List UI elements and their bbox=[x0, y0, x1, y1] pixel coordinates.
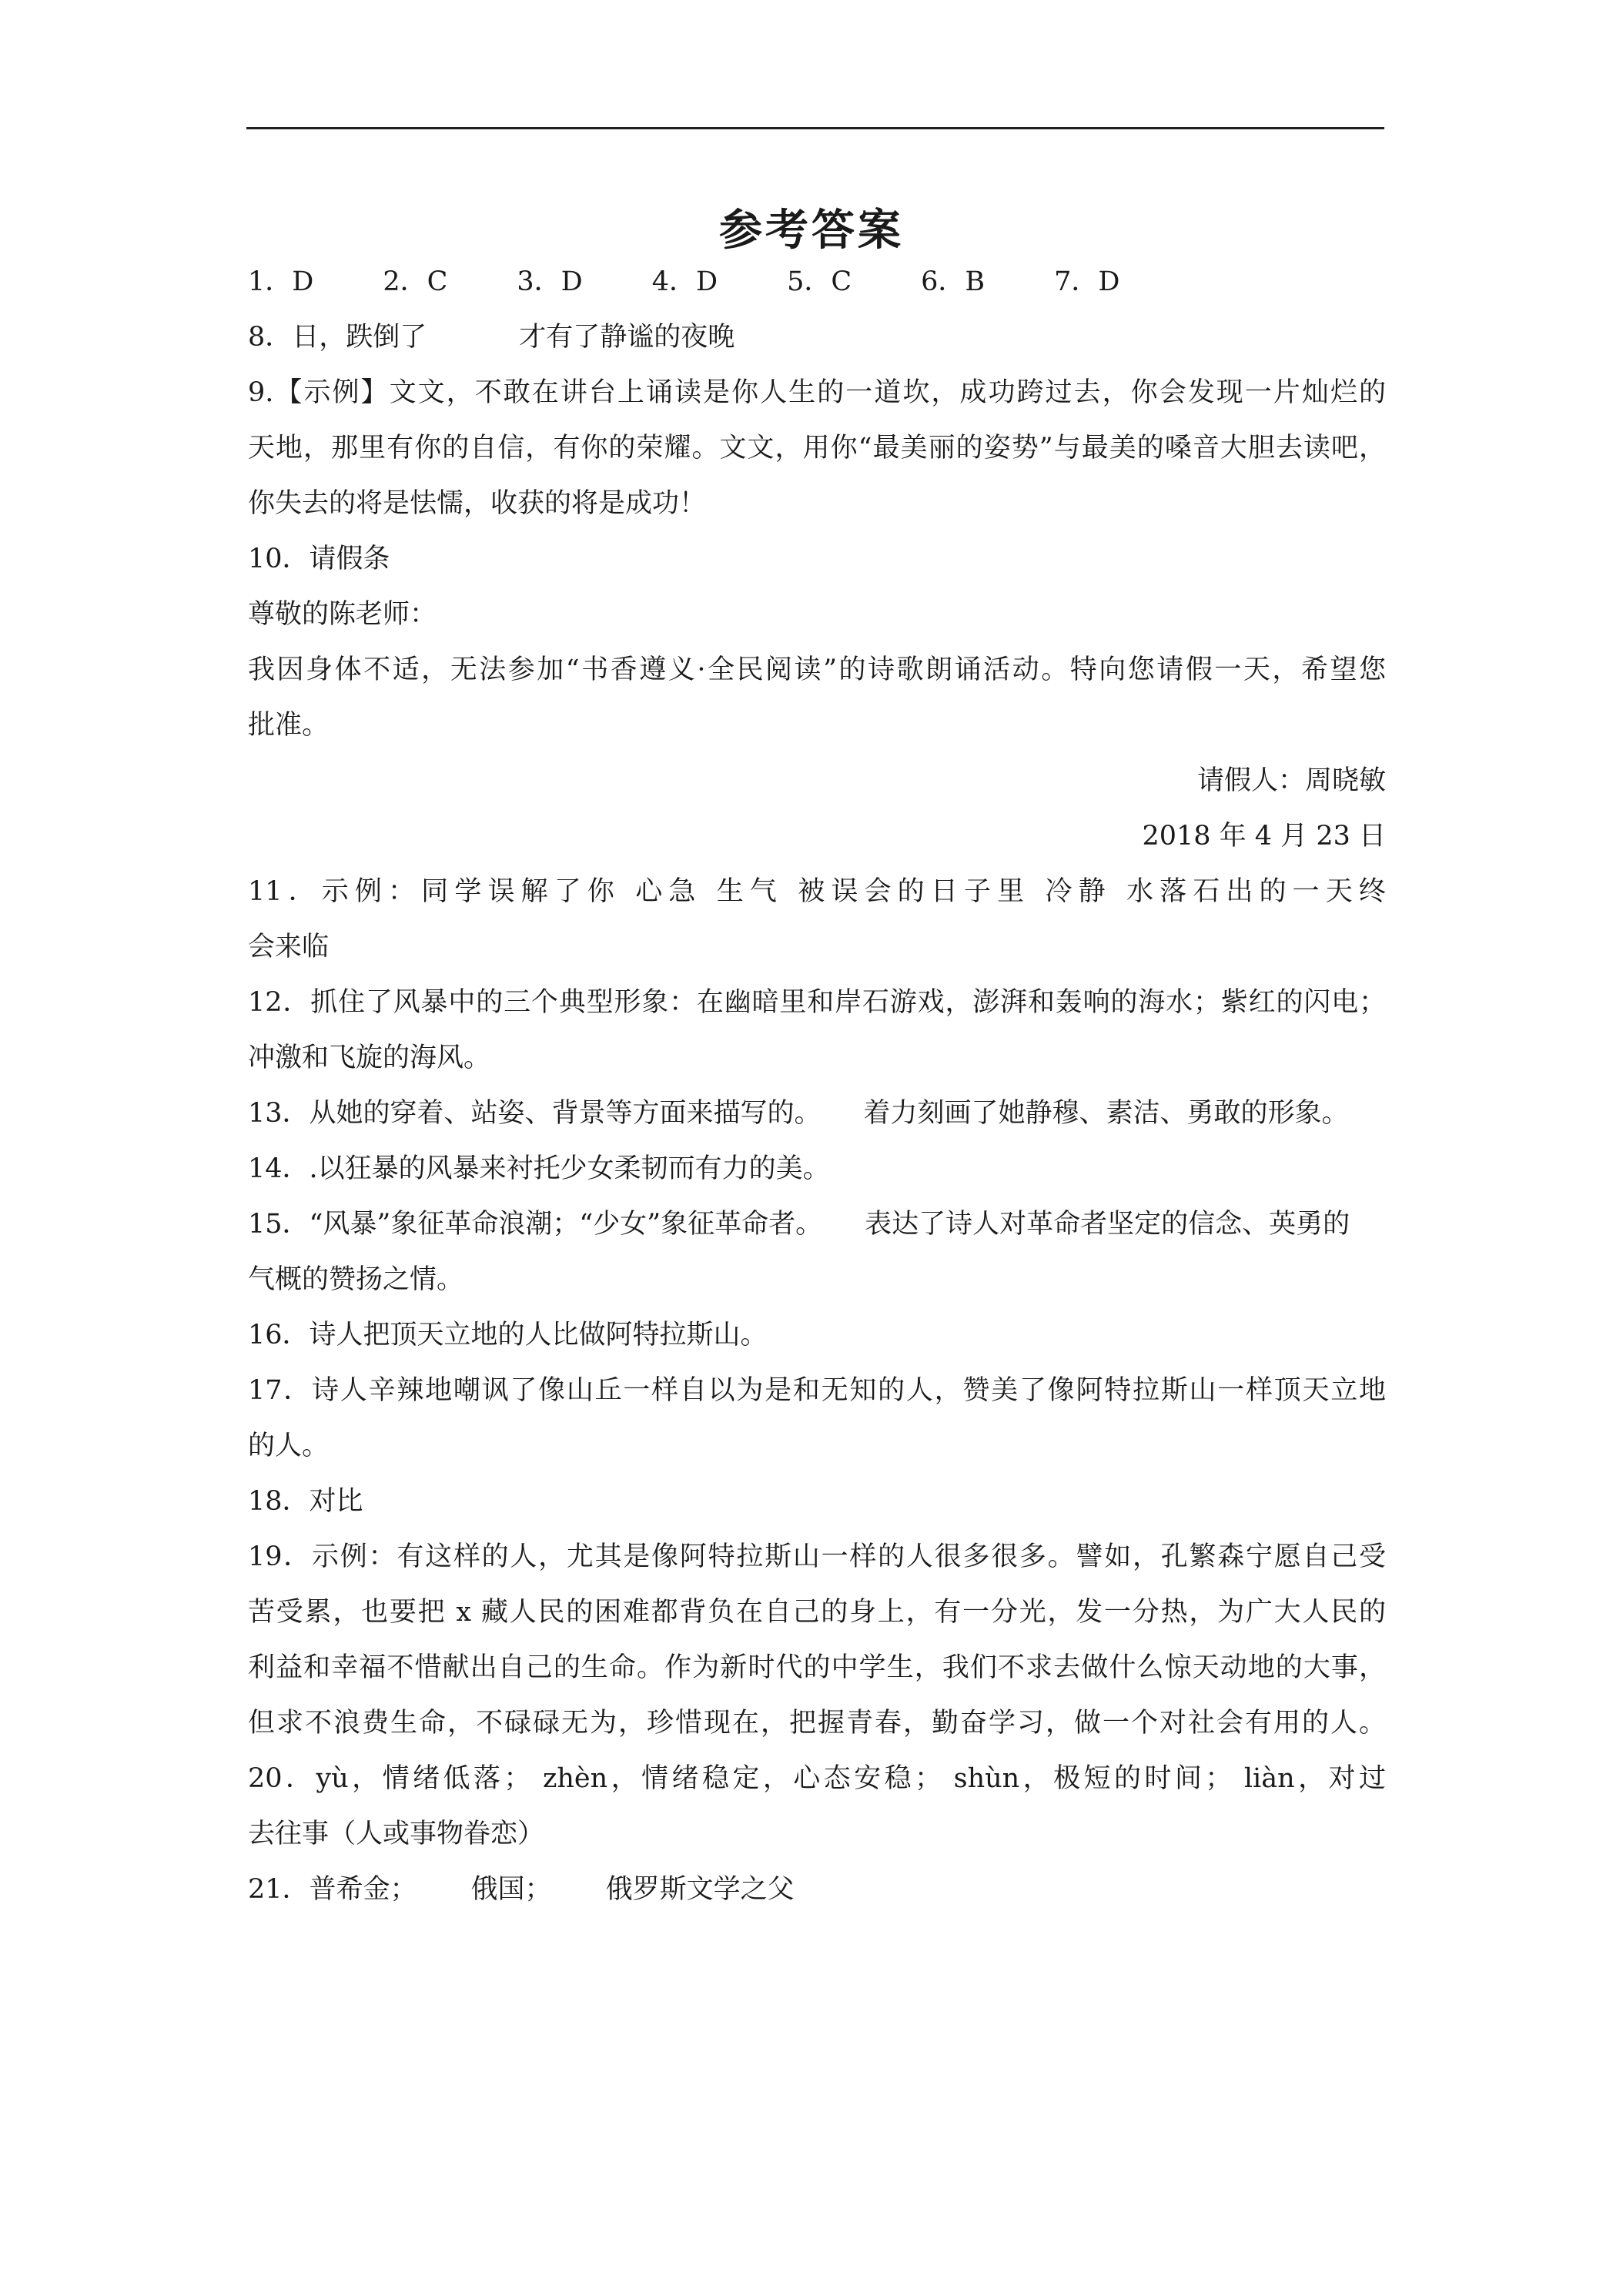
answer-13: 13．从她的穿着、站姿、背景等方面来描写的。 着力刻画了她静穆、素洁、勇敢的形象。 bbox=[248, 1098, 1349, 1129]
answer-8: 8．日，跌倒了 才有了静谧的夜晚 bbox=[248, 322, 735, 353]
answer-21: 21．普希金； 俄国； 俄罗斯文学之父 bbox=[248, 1874, 795, 1905]
answer-line-mc bbox=[248, 254, 1386, 310]
answer-6: 6．B bbox=[921, 266, 986, 297]
answer-15: 15．“风暴”象征革命浪潮；“少女”象征革命者。 表达了诗人对革命者坚定的信念、英勇的 bbox=[248, 1209, 1350, 1240]
answer-19-line: 苦受累，也要把 x 藏人民的困难都背负在自己的身上，有一分光，发一分热，为广大人民的 bbox=[248, 1597, 1386, 1628]
answer-18: 18．对比 bbox=[248, 1486, 363, 1517]
answer-1: 1．D bbox=[248, 266, 314, 297]
answer-11: 11．示例：同学误解了你 心急 生气 被误会的日子里 冷静 水落石出的一天终 bbox=[248, 876, 1386, 907]
answer-7: 7．D bbox=[1054, 266, 1120, 297]
leave-note-date: 2018 年 4 月 23 日 bbox=[1142, 821, 1386, 852]
leave-note-salutation: 尊敬的陈老师： bbox=[248, 599, 437, 630]
answer-12-line: 冲激和飞旋的海风。 bbox=[248, 1043, 491, 1073]
answer-3: 3．D bbox=[517, 266, 583, 297]
answer-19-line: 但求不浪费生命，不碌碌无为，珍惜现在，把握青春，勤奋学习，做一个对社会有用的人。 bbox=[248, 1708, 1386, 1739]
answer-17-line: 的人。 bbox=[248, 1431, 330, 1461]
answer-19-line: 19．示例：有这样的人，尤其是像阿特拉斯山一样的人很多很多。譬如，孔繁森宁愿自己受 bbox=[248, 1541, 1386, 1572]
leave-note-body: 批准。 bbox=[248, 710, 330, 741]
answer-10-label: 10．请假条 bbox=[248, 544, 390, 574]
leave-note-signature: 请假人：周晓敏 bbox=[1196, 765, 1386, 796]
header-rule bbox=[246, 127, 1384, 129]
answer-9-line: 天地，那里有你的自信，有你的荣耀。文文，用你“最美丽的姿势”与最美的嗓音大胆去读吧， bbox=[248, 433, 1386, 464]
answer-body bbox=[248, 254, 1386, 1917]
answer-20-cont: 去往事（人或事物眷恋） bbox=[248, 1819, 545, 1849]
answer-4: 4．D bbox=[651, 266, 718, 297]
answer-16: 16．诗人把顶天立地的人比做阿特拉斯山。 bbox=[248, 1320, 768, 1350]
answer-20: 20．yù，情绪低落； zhèn，情绪稳定，心态安稳； shùn，极短的时间； liàn，对过 bbox=[248, 1763, 1386, 1794]
page-title: 参考答案 bbox=[719, 206, 904, 256]
answer-9-line: 你失去的将是怯懦，收获的将是成功！ bbox=[248, 488, 707, 519]
answer-15-cont: 气概的赞扬之情。 bbox=[248, 1264, 464, 1295]
answer-14: 14．.以狂暴的风暴来衬托少女柔韧而有力的美。 bbox=[248, 1153, 830, 1184]
answer-5: 5．C bbox=[787, 266, 852, 297]
answer-9-line: 9.【示例】文文，不敢在讲台上诵读是你人生的一道坎，成功跨过去，你会发现一片灿烂的 bbox=[248, 377, 1386, 408]
answer-17-line: 17．诗人辛辣地嘲讽了像山丘一样自以为是和无知的人，赞美了像阿特拉斯山一样顶天立地 bbox=[248, 1375, 1386, 1406]
answer-12-line: 12．抓住了风暴中的三个典型形象：在幽暗里和岸石游戏，澎湃和轰响的海水；紫红的闪电； bbox=[248, 987, 1386, 1018]
leave-note-body: 我因身体不适，无法参加“书香遵义·全民阅读”的诗歌朗诵活动。特向您请假一天，希望您 bbox=[248, 654, 1386, 685]
answer-11-cont: 会来临 bbox=[248, 932, 330, 962]
answer-19-line: 利益和幸福不惜献出自己的生命。作为新时代的中学生，我们不求去做什么惊天动地的大事， bbox=[248, 1652, 1386, 1683]
answer-2: 2．C bbox=[383, 266, 448, 297]
